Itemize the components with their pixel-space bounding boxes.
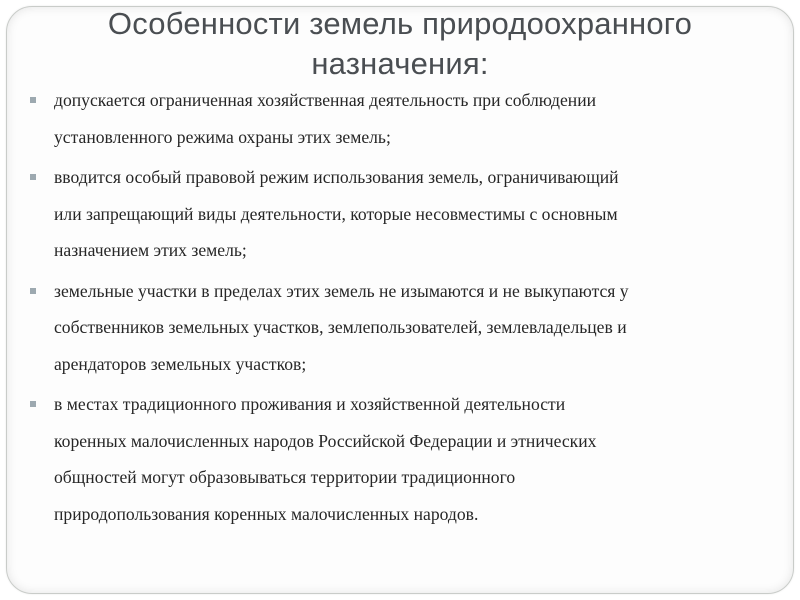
bullet-text-line: назначением этих земель; — [54, 240, 247, 260]
square-bullet-icon — [30, 288, 36, 294]
bullet-text-line: в местах традиционного проживания и хозяйственной деятельности — [54, 394, 566, 414]
slide-title — [40, 4, 760, 84]
square-bullet-icon — [30, 97, 36, 103]
bullet-item — [28, 82, 788, 155]
bullet-text-line: собственников земельных участков, землепользователей, землевладельцев и — [54, 317, 627, 337]
bullet-text-line: общностей могут образовываться территории традиционного — [54, 467, 516, 487]
title-line: Особенности земель природоохранного — [107, 6, 693, 41]
bullet-text-line: или запрещающий виды деятельности, которые несовместимы с основным — [54, 203, 618, 224]
title-line: назначения: — [311, 46, 489, 81]
bullet-text-line: установленного режима охраны этих земель; — [54, 126, 391, 147]
bullet-text-line: коренных малочисленных народов Российской Федерации и этнических — [54, 430, 597, 451]
bullet-text-line: природопользования коренных малочисленных народов. — [54, 503, 479, 524]
bullet-item — [28, 159, 788, 269]
bullet-text-line: земельные участки в пределах этих земель не изымаются и не выкупаются у — [54, 280, 629, 301]
square-bullet-icon — [30, 401, 36, 407]
bullet-list — [28, 82, 788, 536]
bullet-text-line: вводится особый правовой режим использования земель, ограничивающий — [54, 167, 619, 187]
bullet-text-line: допускается ограниченная хозяйственная деятельность при соблюдении — [54, 90, 597, 110]
bullet-item — [28, 386, 788, 532]
square-bullet-icon — [30, 174, 36, 180]
bullet-text-line: арендаторов земельных участков; — [54, 353, 307, 374]
bullet-item — [28, 273, 788, 383]
